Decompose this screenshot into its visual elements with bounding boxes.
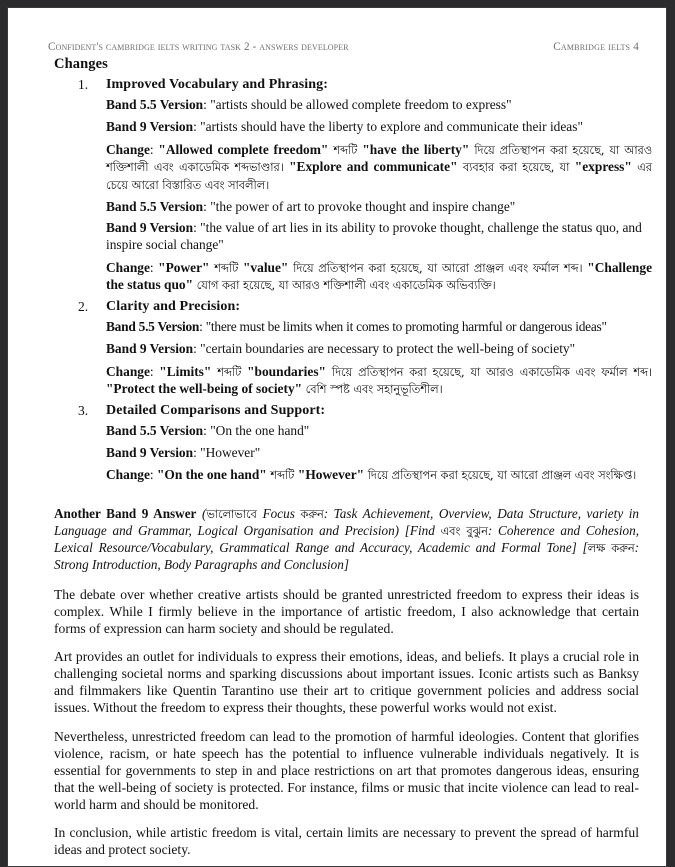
change-label: Change [106,259,150,275]
change-explanation-line [106,141,652,194]
running-header-left: Confident's cambridge ielts writing task 2 - answers developer [48,41,349,53]
text-run: "However" [297,467,365,483]
text-run: : [149,141,159,157]
text-run: "On the one hand" [156,467,267,483]
text-run: শব্দটি [211,365,248,379]
text-run: ভালোভাবে [206,508,263,522]
text-run: শব্দটি [266,469,298,483]
band-55-label: Band 5.5 Version [106,422,204,438]
change-label: Change [106,363,150,379]
band-55-text: : "there must be limits when it comes to promoting harmful or dangerous ideas" [199,319,607,335]
band-9-label: Band 9 Version [106,340,194,356]
change-item [48,77,652,294]
change-label: Change [106,141,150,157]
change-item [48,403,652,484]
change-explanation-line [106,363,652,398]
text-run: "value" [243,259,289,275]
band-55-text: : "artists should be allowed complete freedom to express" [203,97,512,112]
band-9-label: Band 9 Version [106,118,194,134]
band-55-label: Band 5.5 Version [106,198,204,214]
text-run: : Strong Introduction, Body Paragraphs and Conclusion] [54,539,639,572]
another-band9-answer-lead: Another Band 9 Answer [54,506,197,522]
band-9-text: : "the value of art lies in its ability to provoke thought, challenge the status quo, and inspire social change" [106,220,642,253]
essay-body [48,586,652,859]
band-55-text: : "the power of art to provoke thought and inspire change" [203,198,516,214]
band-9-line [106,119,652,136]
text-run: শব্দটি [209,261,243,275]
text-run: শব্দটি [328,143,363,157]
band-55-line [106,97,652,114]
text-run: "Explore and communicate" [289,159,458,175]
text-run: দিয়ে প্রতিস্থাপন করা হয়েছে, যা আরও একাডেমিক এবং ফর্মাল শব্দ। [325,365,652,379]
page-title: Changes [54,56,108,72]
text-run: বেশি স্পষ্ট এবং সহানুভূতিশীল। [302,383,443,397]
document-page [7,7,667,867]
text-run: "Allowed complete freedom" [158,141,329,157]
text-run: যোগ করা হয়েছে, যা আরও শক্তিশালী এবং একাডেমিক অভিব্যক্তি। [193,279,496,293]
text-run: : [149,467,157,483]
change-item [48,299,652,398]
band-55-label: Band 5.5 Version [106,97,204,112]
text-run: "Protect the well-being of society" [106,381,303,397]
text-run: : Task Achievement, Overview, Data Structure, variety in Language and Grammar, Logical Organisation and Precision) [Find [54,506,639,539]
band-9-label: Band 9 Version [106,444,194,460]
change-explanation-line [106,259,652,294]
band-9-line [106,220,652,254]
change-item-title: Detailed Comparisons and Support: [106,402,326,418]
text-run: এর চেয়ে আরো বিস্তারিত এবং সাবলীল। [106,161,652,192]
text-run: : [149,363,160,379]
essay-paragraph: The debate over whether creative artists should be granted unrestricted freedom to express their ideas is complex. While I firmly believe in the importance of artistic freedom, I also acknowledge that certain forms of expression can harm society and should be regulated. [54,586,639,636]
text-run: দিয়ে প্রতিস্থাপন করা হয়েছে, যা আরো প্রাঞ্জল এবং সংক্ষিপ্ত। [364,469,637,483]
change-label: Change [106,467,150,483]
band-9-label: Band 9 Version [106,220,194,236]
essay-paragraph: In conclusion, while artistic freedom is vital, certain limits are necessary to prevent the spread of harmful ideas and protect society. [54,825,639,858]
band-55-line [106,423,652,440]
text-run: এবং বুঝুন [440,525,488,539]
text-run: : Coherence and Cohesion, Lexical Resource/Vocabulary, Grammatical Range and Accuracy, Academic and Formal Tone] [ [54,523,639,555]
change-explanation-line [106,466,652,484]
band-55-line [106,199,652,216]
band-9-line [106,341,652,358]
running-header [48,41,639,53]
text-run: লক্ষ করুন [587,541,635,555]
text-run: ব্যবহার করা হয়েছে, যা [457,161,575,175]
text-run: ( [196,506,207,522]
another-band9-answer-note [54,506,639,574]
text-run: "boundaries" [247,363,326,379]
text-run: দিয়ে প্রতিস্থাপন করা হয়েছে, যা আরও শক্তিশালী এবং একাডেমিক শব্দভাণ্ডার। [106,143,653,175]
text-run: "express" [574,159,632,175]
text-run: করুন [300,508,324,522]
band-9-text: : "However" [193,444,261,460]
change-item-number: 2. [78,299,89,315]
band-9-line [106,445,652,462]
change-item-title: Clarity and Precision: [106,299,241,315]
text-run: দিয়ে প্রতিস্থাপন করা হয়েছে, যা আরো প্রাঞ্জল এবং ফর্মাল শব্দ। [288,261,588,275]
change-item-title: Improved Vocabulary and Phrasing: [106,77,329,92]
text-run: "Challenge the status quo" [106,259,653,293]
band-55-label: Band 5.5 Version [106,319,200,335]
band-9-text: : "certain boundaries are necessary to protect the well-being of society" [193,340,576,356]
change-item-number: 1. [78,77,89,92]
text-run: "have the liberty" [362,141,470,157]
change-item-number: 3. [78,402,89,418]
band-9-text: : "artists should have the liberty to explore and communicate their ideas" [193,118,583,134]
band-55-text: : "On the one hand" [203,422,310,438]
text-run: "Power" [158,259,210,275]
band-55-line [106,319,652,336]
running-header-right: cambridge ielts 4 [553,41,639,53]
essay-paragraph: Art provides an outlet for individuals to express their emotions, ideas, and beliefs. It plays a crucial role in challenging societal norms and sparking discussions about important issues. Iconic artists such as Banksy and filmmakers like Quentin Tarantino use their art to critique government policies and address social issues. Without the freedom to express their thoughts, these powerful works would not exist. [54,649,639,716]
text-run: : [149,259,159,275]
text-run: "Limits" [159,363,212,379]
changes-list [48,77,652,484]
text-run: Focus [262,506,301,522]
essay-paragraph: Nevertheless, unrestricted freedom can lead to the promotion of harmful ideologies. Content that glorifies violence, racism, or hate speech has the potential to influence vulnerable individuals negatively. It is essential for governments to step in and place restrictions on art that promotes dangerous ideas, ensuring that the well-being of society is protected. For instance, films or music that incite violence can lead to real-world harm and should be monitored. [54,728,639,813]
